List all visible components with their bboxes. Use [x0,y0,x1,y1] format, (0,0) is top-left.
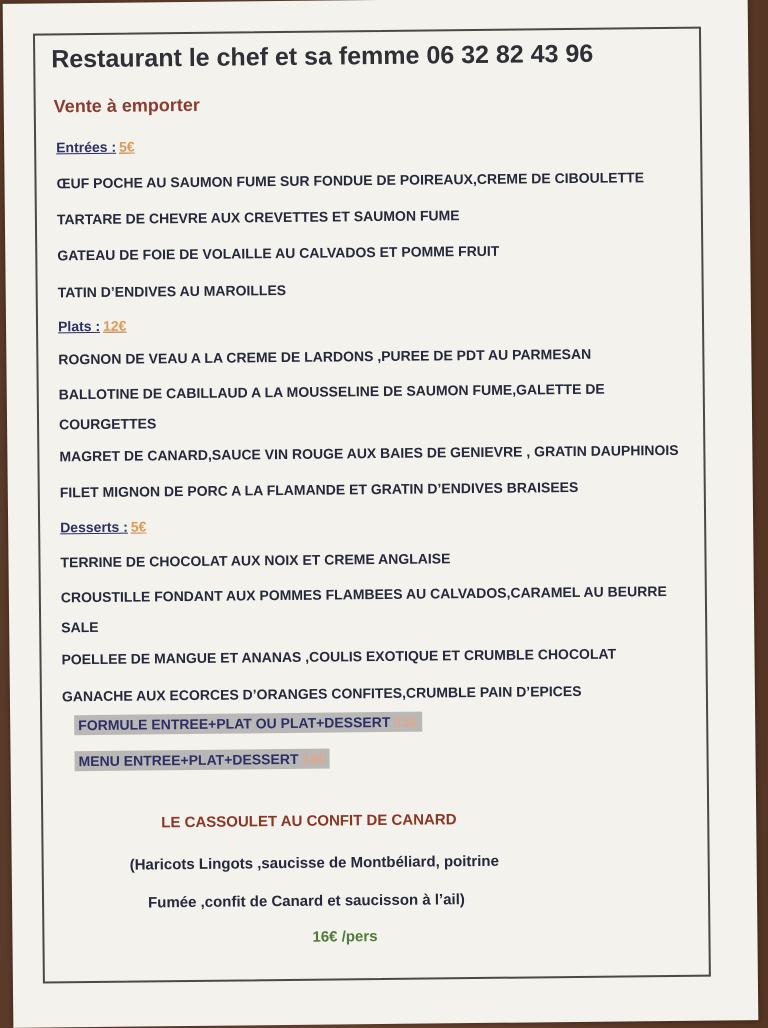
formula-price: 19€ [302,750,326,767]
menu-item: GATEAU DE FOIE DE VOLAILLE AU CALVADOS ET POMME FRUIT [57,242,500,264]
desserts-heading [60,518,146,535]
special-title: LE CASSOULET AU CONFIT DE CANARD [161,811,457,832]
restaurant-title: Restaurant le chef et sa femme 06 32 82 43 96 [51,39,594,74]
formula-label: FORMULE ENTREE+PLAT OU PLAT+DESSERT [78,713,391,734]
entrees-heading [56,139,135,156]
menu-item: TERRINE DE CHOCOLAT AUX NOIX ET CREME ANGLAISE [60,550,451,571]
menu-item: GANACHE AUX ECORCES D’ORANGES CONFITES,CRUMBLE PAIN D’EPICES [61,682,582,705]
menu-item: SALE [61,618,99,636]
special-description-line2: Fumée ,confit de Canard et saucisson à l’ail) [147,891,465,912]
formula-price: 15€ [394,713,418,730]
formula-menu-complet [74,749,329,772]
entrees-price: 5€ [118,138,135,155]
formula-entree-plat [74,712,422,736]
menu-item: ŒUF POCHE AU SAUMON FUME SUR FONDUE DE POIREAUX,CREME DE CIBOULETTE [56,169,645,192]
menu-item: MAGRET DE CANARD,SAUCE VIN ROUGE AUX BAIES DE GENIEVRE , GRATIN DAUPHINOIS [59,441,679,465]
plats-price: 12€ [102,317,127,334]
menu-item: ROGNON DE VEAU A LA CREME DE LARDONS ,PUREE DE PDT AU PARMESAN [58,345,592,368]
takeaway-subtitle: Vente à emporter [53,94,200,117]
desserts-price: 5€ [130,518,147,535]
plats-heading [58,318,127,335]
menu-item: TARTARE DE CHEVRE AUX CREVETTES ET SAUMON FUME [56,207,460,228]
special-price: 16€ /pers [312,928,378,946]
entrees-label: Entrées : [56,138,117,156]
menu-item: CROUSTILLE FONDANT AUX POMMES FLAMBEES AU CALVADOS,CARAMEL AU BEURRE [60,583,667,606]
menu-item: COURGETTES [58,415,157,433]
menu-sheet [3,0,759,1028]
special-description-line1: (Haricots Lingots ,saucisse de Montbéliard, poitrine [129,852,499,874]
menu-item: BALLOTINE DE CABILLAUD A LA MOUSSELINE DE SAUMON FUME,GALETTE DE [58,380,605,403]
menu-item: FILET MIGNON DE PORC A LA FLAMANDE ET GRATIN D’ENDIVES BRAISEES [59,478,579,501]
menu-item: TATIN D’ENDIVES AU MAROILLES [57,281,287,301]
menu-item: POELLEE DE MANGUE ET ANANAS ,COULIS EXOTIQUE ET CRUMBLE CHOCOLAT [61,645,617,668]
desserts-label: Desserts : [60,518,128,536]
formula-label: MENU ENTREE+PLAT+DESSERT [78,750,299,770]
plats-label: Plats : [57,317,101,335]
